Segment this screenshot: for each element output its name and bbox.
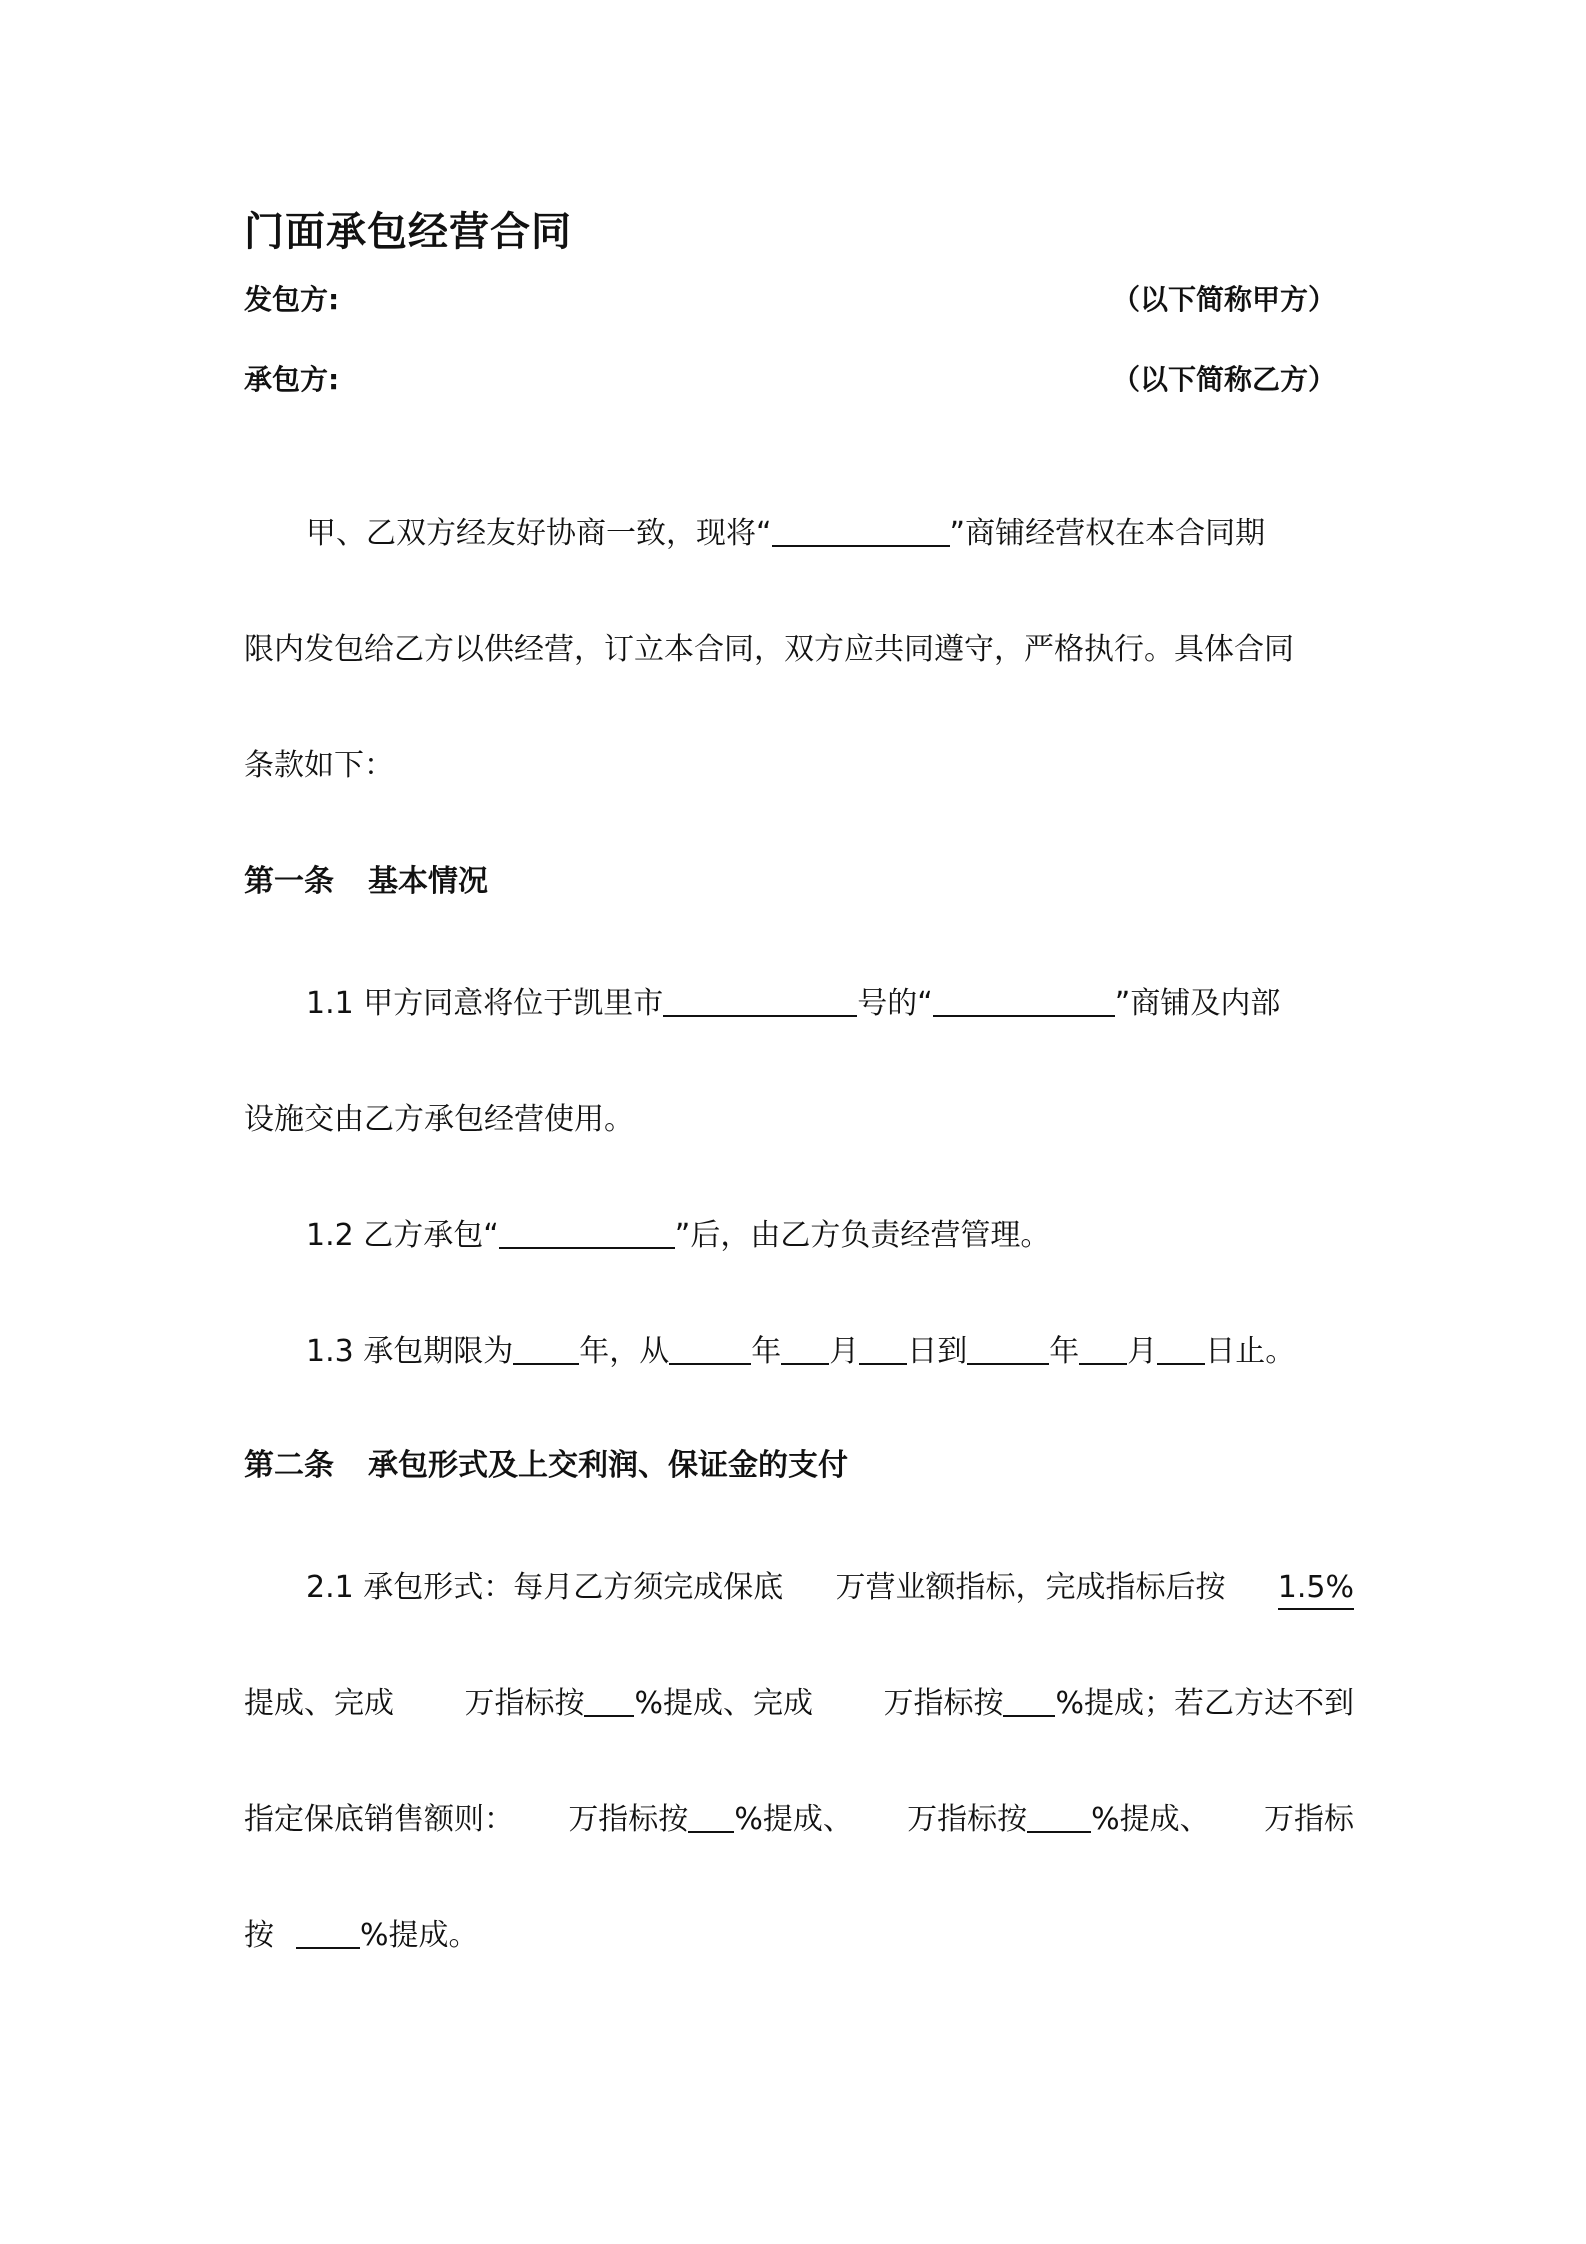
clause-text: 万指标按 xyxy=(464,1686,585,1721)
clause-text: 万指标 xyxy=(1263,1802,1354,1837)
clause-text: 月 xyxy=(1127,1334,1158,1369)
article-1-number: 第一条 xyxy=(244,864,334,899)
rate-blank xyxy=(688,1801,734,1833)
clause-1-1-cont: 设施交由乙方承包经营使用。 xyxy=(244,1102,634,1137)
term-years-blank xyxy=(513,1333,579,1365)
clause-text: 提成、完成 xyxy=(244,1686,394,1721)
clause-text: %提成；若乙方达不到 xyxy=(1055,1686,1354,1721)
clause-text: 1.2 乙方承包“ xyxy=(306,1218,499,1253)
rate-blank xyxy=(1003,1685,1055,1717)
clause-text: 1.1 甲方同意将位于凯里市 xyxy=(306,986,664,1021)
end-month-blank xyxy=(1079,1333,1127,1365)
start-day-blank xyxy=(859,1333,907,1365)
clause-text: 日到 xyxy=(907,1334,968,1369)
intro-line-1 xyxy=(306,512,1354,556)
rate-blank xyxy=(584,1685,634,1717)
clause-text: 号的“ xyxy=(857,986,933,1021)
intro-line-2: 限内发包给乙方以供经营，订立本合同，双方应共同遵守，严格执行。具体合同 xyxy=(244,632,1294,667)
intro-text: 甲、乙双方经友好协商一致，现将“ xyxy=(306,516,772,551)
intro-line-3: 条款如下： xyxy=(244,748,394,783)
clause-text: %提成、 xyxy=(1091,1802,1210,1837)
clause-text: 万营业额指标，完成指标后按 xyxy=(835,1570,1226,1605)
clause-text: 年 xyxy=(751,1334,782,1369)
article-1-title: 基本情况 xyxy=(368,864,488,899)
clause-1-3 xyxy=(306,1330,1354,1374)
clause-text: 日止。 xyxy=(1205,1334,1296,1369)
article-1-heading xyxy=(244,860,1354,904)
clause-text: 万指标按 xyxy=(883,1686,1004,1721)
end-year-blank xyxy=(967,1333,1049,1365)
clause-text: 1.3 承包期限为 xyxy=(306,1334,514,1369)
start-month-blank xyxy=(781,1333,829,1365)
rate-blank xyxy=(296,1917,360,1949)
clause-text: ”后，由乙方负责经营管理。 xyxy=(674,1218,1051,1253)
end-day-blank xyxy=(1157,1333,1205,1365)
contractor-label: 发包方: xyxy=(244,283,340,316)
contractor-note: （以下简称甲方） xyxy=(1112,283,1337,316)
clause-text: 月 xyxy=(829,1334,860,1369)
article-2-heading xyxy=(244,1444,1354,1488)
clause-text: 万指标按 xyxy=(907,1802,1028,1837)
commission-rate: 1.5% xyxy=(1278,1566,1354,1610)
clause-text: 指定保底销售额则： xyxy=(244,1802,514,1837)
contractee-label: 承包方: xyxy=(244,363,340,396)
shop-name-blank xyxy=(933,985,1115,1017)
article-2-title: 承包形式及上交利润、保证金的支付 xyxy=(368,1448,848,1483)
shop-name-blank xyxy=(772,515,950,547)
document-title: 门面承包经营合同 xyxy=(244,209,572,255)
address-blank xyxy=(663,985,857,1017)
start-year-blank xyxy=(669,1333,751,1365)
clause-2-1-line-4 xyxy=(244,1914,1354,1958)
intro-text: ”商铺经营权在本合同期 xyxy=(949,516,1266,551)
clause-text: 年，从 xyxy=(579,1334,670,1369)
clause-text: ”商铺及内部 xyxy=(1114,986,1281,1021)
clause-2-1 xyxy=(306,1566,1354,1610)
clause-1-2 xyxy=(306,1214,1354,1258)
article-2-number: 第二条 xyxy=(244,1448,334,1483)
clause-text: 年 xyxy=(1049,1334,1080,1369)
clause-2-1-line-2 xyxy=(244,1682,1354,1726)
clause-text: 2.1 承包形式：每月乙方须完成保底 xyxy=(306,1570,784,1605)
clause-text: 按 xyxy=(244,1918,274,1953)
clause-text: %提成、 xyxy=(734,1802,853,1837)
clause-text: 万指标按 xyxy=(568,1802,689,1837)
clause-text: %提成。 xyxy=(360,1918,479,1953)
clause-2-1-line-3 xyxy=(244,1798,1354,1842)
shop-name-blank xyxy=(499,1217,675,1249)
rate-blank xyxy=(1027,1801,1091,1833)
clause-1-1 xyxy=(306,982,1354,1026)
contractee-note: （以下简称乙方） xyxy=(1112,363,1337,396)
clause-text: %提成、完成 xyxy=(634,1686,813,1721)
